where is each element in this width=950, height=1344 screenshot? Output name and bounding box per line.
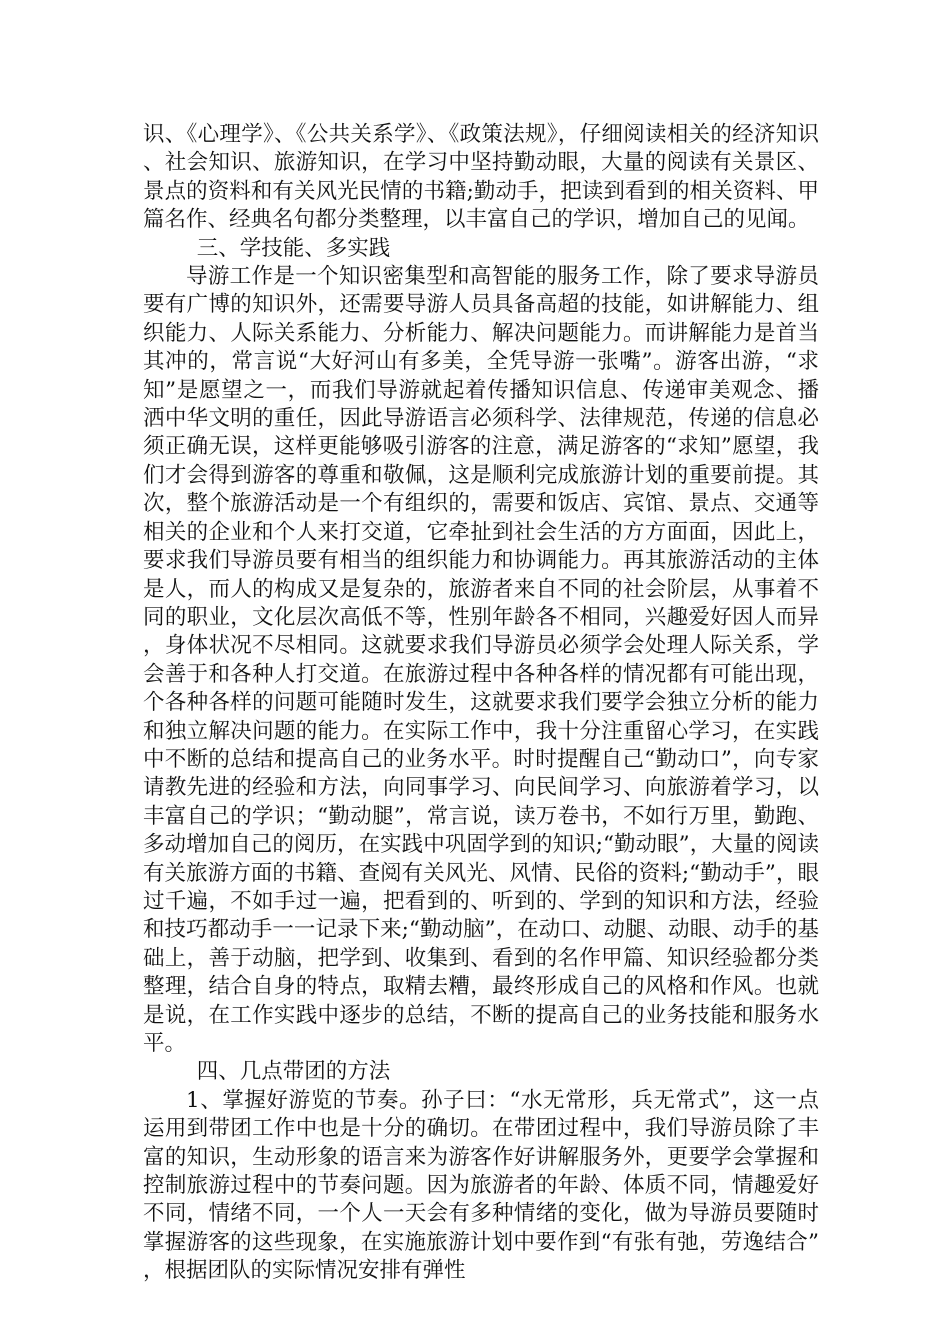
section-heading-tour-methods: 四、几点带团的方法 (196, 1059, 391, 1085)
document-body (143, 121, 819, 1286)
section-heading-skills-practice: 三、学技能、多实践 (196, 235, 391, 261)
paragraph-guide-skills: 导游工作是一个知识密集型和高智能的服务工作，除了要求导游员要有广博的知识外，还需要导游人员具备高超的技能，如讲解能力、组织能力、人际关系能力、分析能力、解决问题能力。而讲解能力是首当其冲的，常言说“大好河山有多美，全凭导游一张嘴”。游客出游，“求知”是愿望之一，而我们导游就起着传播知识信息、传递审美观念、播洒中华文明的重任，因此导游语言必须科学、法律规范，传递的信息必须正确无误，这样更能够吸引游客的注意，满足游客的“求知”愿望，我们才会得到游客的尊重和敬佩，这是顺利完成旅游计划的重要前提。其次，整个旅游活动是一个有组织的，需要和饭店、宾馆、景点、交通等相关的企业和个人来打交道，它牵扯到社会生活的方方面面，因此上，要求我们导游员要有相当的组织能力和协调能力。再其旅游活动的主体是人，而人的构成又是复杂的，旅游者来自不同的社会阶层，从事着不同的职业，文化层次高低不等，性别年龄各不相同，兴趣爱好因人而异，身体状况不尽相同。这就要求我们导游员必须学会处理人际关系，学会善于和各种人打交道。在旅游过程中各种各样的情况都有可能出现，个各种各样的问题可能随时发生，这就要求我们要学会独立分析的能力和独立解决问题的能力。在实际工作中，我十分注重留心学习，在实践中不断的总结和提高自己的业务水平。时时提醒自己“勤动口”，向专家请教先进的经验和方法，向同事学习、向民间学习、向旅游着学习，以丰富自己的学识；“勤动腿”，常言说，读万卷书，不如行万里，勤跑、多动增加自己的阅历，在实践中巩固学到的知识;“勤动眼”，大量的阅读有关旅游方面的书籍、查阅有关风光、风情、民俗的资料;“勤动手”，眼过千遍，不如手过一遍，把看到的、听到的、学到的知识和方法，经验和技巧都动手一一记录下来;“勤动脑”，在动口、动腿、动眼、动手的基础上，善于动脑，把学到、收集到、看到的名作甲篇、知识经验都分类整理，结合自身的特点，取精去糟，最终形成自己的风格和作风。也就是说，在工作实践中逐步的总结，不断的提高自己的业务技能和服务水平。 (143, 264, 819, 1056)
paragraph-study-continued: 识、《心理学》、《公共关系学》、《政策法规》，仔细阅读相关的经济知识、社会知识、旅游知识，在学习中坚持勤动眼，大量的阅读有关景区、景点的资料和有关风光民情的书籍;勤动手，把读到看到的相关资料、甲篇名作、经典名句都分类整理，以丰富自己的学识，增加自己的见闻。 (143, 122, 819, 233)
paragraph-tour-rhythm: 1、掌握好游览的节奏。孙子曰：“水无常形，兵无常式”，这一点运用到带团工作中也是十分的确切。在带团过程中，我们导游员除了丰富的知识，生动形象的语言来为游客作好讲解服务外，更要学会掌握和控制旅游过程中的节奏问题。因为旅游者的年龄、体质不同，情趣爱好不同，情绪不同，一个人一天会有多种情绪的变化，做为导游员要随时掌握游客的这些现象，在实施旅游计划中要作到“有张有弛，劳逸结合”，根据团队的实际情况安排有弹性 (143, 1087, 819, 1284)
